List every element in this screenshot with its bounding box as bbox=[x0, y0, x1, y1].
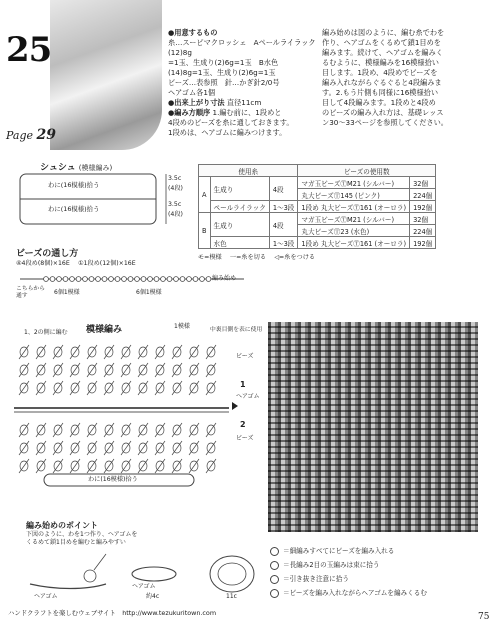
table-cell-count: 32個 bbox=[410, 213, 436, 225]
bead-icon bbox=[161, 277, 166, 282]
page-ref-number: 29 bbox=[36, 127, 57, 143]
table-header-beads: ビーズの使用数 bbox=[298, 165, 436, 177]
start-label2: ヘアゴム bbox=[132, 583, 156, 590]
instruction-line: ン30～33ページを参照してください。 bbox=[322, 118, 448, 127]
table-cell-set: B bbox=[199, 213, 211, 249]
threading-right-label: 6個1模様 bbox=[136, 289, 162, 296]
table-cell-rows: 4段 bbox=[269, 177, 298, 201]
materials-line: =1玉、生成り(2)6g=1玉 B水色 bbox=[168, 58, 279, 67]
table-row bbox=[199, 213, 436, 225]
materials-line: 糸…スーピマクロッシェ Aペールライラック(12)8g bbox=[168, 38, 316, 57]
bead-icon bbox=[115, 277, 120, 282]
start-label3: 約4c bbox=[146, 593, 160, 600]
bead-icon bbox=[187, 277, 192, 282]
steps-line: 1.編む前に、1段めと bbox=[212, 108, 282, 117]
bead-icon bbox=[167, 277, 172, 282]
instruction-line: 編み入れながらぐるぐると4段編みま bbox=[322, 78, 442, 87]
symbol-legend-item: ＝長編み2目の玉編みは束に拾う bbox=[270, 558, 490, 572]
symbol-legend-item: ＝細編みすべてにビーズを編み入れる bbox=[270, 544, 490, 558]
start-label1: ヘアゴム bbox=[34, 593, 58, 600]
pattern-note-top: 1模様 bbox=[174, 323, 190, 330]
footer-url[interactable]: ハンドクラフトを楽しむウェブサイト http://www.tezukuritown.com bbox=[8, 609, 217, 617]
start-line: 下図のように、わを1つ作り、ヘアゴムを bbox=[26, 531, 138, 538]
table-cell-count: 224個 bbox=[410, 225, 436, 237]
bead-icon bbox=[180, 277, 185, 282]
symbol-legend-item: ＝引き抜き注意に拾う bbox=[270, 572, 490, 586]
threading-line1: ④4段め(8個)×16E bbox=[16, 260, 70, 267]
instructions-block bbox=[322, 28, 492, 128]
shushu-label-bottom: わに(16模様)拾う bbox=[48, 205, 100, 213]
instruction-line: す。2.もう片側も同様に16模様拾い bbox=[322, 88, 439, 97]
materials-line: ヘアゴム各1個 bbox=[168, 88, 216, 97]
table-row bbox=[199, 201, 436, 213]
pattern-num2: 2 bbox=[240, 420, 246, 429]
symbol-icon bbox=[270, 547, 279, 556]
bead-icon bbox=[57, 277, 62, 282]
table-cell-yarn: 水色 bbox=[210, 237, 269, 249]
bead-icon bbox=[193, 277, 198, 282]
page-label: Page bbox=[6, 129, 34, 142]
symbol-legend bbox=[270, 544, 490, 600]
steps-line: 1段めは、ヘアゴムに編みつけます。 bbox=[168, 128, 287, 137]
symbol-icon bbox=[270, 589, 279, 598]
table-cell-bead: マガ玉ビーズⓉM21 (シルバー) bbox=[298, 213, 410, 225]
symbol-icon bbox=[270, 561, 279, 570]
table-cell-count: 224個 bbox=[410, 189, 436, 201]
bead-icon bbox=[174, 277, 179, 282]
steps-heading: ●編み方順序 bbox=[168, 108, 211, 117]
pattern-label-bead1: ビーズ bbox=[236, 353, 254, 360]
bead-icon bbox=[102, 277, 107, 282]
instruction-line: るむように、模様編みを16模様拾い bbox=[322, 58, 439, 67]
pattern-bottom-label: わに(16模様)拾う bbox=[88, 476, 138, 483]
instruction-line: のビーズの編み入れ方は、基礎レッス bbox=[322, 108, 444, 117]
crochet-symbol-chart bbox=[14, 342, 266, 492]
threading-title: ビーズの通し方 bbox=[16, 249, 79, 259]
table-cell-rows: 4段 bbox=[269, 213, 298, 237]
threading-counts bbox=[16, 259, 248, 269]
table-cell-yarn: 生成り bbox=[210, 213, 269, 237]
start-title: 編み始めのポイント bbox=[26, 521, 98, 530]
materials-heading: ●用意するもの bbox=[168, 28, 218, 37]
instruction-line: 作り、ヘアゴムをくるめて鎖1目めを bbox=[322, 38, 441, 47]
table-cell-set: A bbox=[199, 177, 211, 213]
shushu-subtitle: (模様編み) bbox=[78, 164, 113, 172]
instruction-line: 編みます。続けて、ヘアゴムを編みく bbox=[322, 48, 443, 57]
shushu-diagram bbox=[18, 160, 193, 226]
shushu-shape bbox=[18, 172, 193, 228]
table-cell-bead: 1段め 丸大ビーズⓉ161 (オーロラ) bbox=[298, 237, 410, 249]
pattern-note-right: 中裏目側を表に使用 bbox=[210, 327, 263, 333]
table-cell-rows: 1～3段 bbox=[269, 201, 298, 213]
bead-icon bbox=[135, 277, 140, 282]
bead-icon bbox=[206, 277, 211, 282]
shushu-title-text: シュシュ bbox=[40, 163, 76, 173]
materials-line: ビーズ…表参照 針…かぎ針2/0号 bbox=[168, 78, 280, 87]
symbol-icon bbox=[270, 575, 279, 584]
threading-end: 編み始め bbox=[212, 275, 237, 282]
bead-icon bbox=[154, 277, 159, 282]
steps-line: 4段めのビーズを糸に通しておきます。 bbox=[168, 118, 294, 127]
bead-icon bbox=[44, 277, 49, 282]
table-cell-bead: 1段め 丸大ビーズⓉ161 (オーロラ) bbox=[298, 201, 410, 213]
table-header-yarn: 使用糸 bbox=[199, 165, 298, 177]
bead-icon bbox=[122, 277, 127, 282]
start-line: くるめて鎖1目めを編むと編みやすい bbox=[26, 539, 126, 546]
instruction-line: 目します。1段め、4段めでビーズを bbox=[322, 68, 438, 77]
table-cell-count: 192個 bbox=[410, 201, 436, 213]
table-cell-count: 192個 bbox=[410, 237, 436, 249]
bead-icon bbox=[63, 277, 68, 282]
pattern-label-bead4: ビーズ bbox=[236, 435, 254, 442]
product-photo-scrunchie bbox=[50, 0, 162, 150]
table-cell-yarn: ペールライラック bbox=[210, 201, 269, 213]
legend-item: モ=模様 bbox=[198, 254, 222, 261]
bead-icon bbox=[96, 277, 101, 282]
bead-usage-table bbox=[198, 164, 436, 249]
swatch-photo bbox=[268, 322, 478, 532]
shushu-dim2: 3.5c (4段) bbox=[168, 201, 183, 218]
table-cell-bead: マガ玉ビーズⓉM21 (シルバー) bbox=[298, 177, 410, 189]
bead-icon bbox=[70, 277, 75, 282]
threading-line2: ①1段め(12個)×16E bbox=[77, 260, 136, 267]
size-value: 直径11cm bbox=[226, 98, 262, 107]
table-cell-count: 32個 bbox=[410, 177, 436, 189]
legend-item: 一=糸を切る bbox=[229, 254, 267, 261]
project-number: 25 bbox=[6, 30, 52, 70]
pattern-arrow-label: へアゴム bbox=[236, 393, 260, 400]
page-number: 75 bbox=[478, 612, 490, 622]
bead-icon bbox=[89, 277, 94, 282]
bead-icon bbox=[200, 277, 205, 282]
start-point-section bbox=[26, 520, 266, 604]
shushu-dim1: 3.5c (4段) bbox=[168, 175, 183, 192]
table-row bbox=[199, 177, 436, 189]
instruction-line: 編み始めは図のように、編む糸でわを bbox=[322, 28, 445, 37]
materials-block bbox=[168, 28, 318, 138]
table-cell-rows: 1～3段 bbox=[269, 237, 298, 249]
bead-icon bbox=[148, 277, 153, 282]
table-cell-bead: 丸大ビーズⓉ23 (水色) bbox=[298, 225, 410, 237]
materials-line: (14)8g=1玉、生成り(2)6g=1玉 bbox=[168, 68, 276, 77]
pattern-note-left: 1、2の側に編む bbox=[24, 329, 68, 336]
symbol-legend-item: ＝ビーズを編み入れながらヘアゴムを編みくるむ bbox=[270, 586, 490, 600]
bead-icon bbox=[109, 277, 114, 282]
page-reference bbox=[6, 127, 56, 143]
pattern-chart bbox=[14, 320, 266, 510]
instruction-line: 目して4段編みます。1段めと4段め bbox=[322, 98, 436, 107]
table-cell-yarn: 生成り bbox=[210, 177, 269, 201]
legend-item: ◁=糸をつける bbox=[274, 254, 316, 261]
threading-left-label: 6個1模様 bbox=[54, 289, 80, 296]
threading-start: こちらから通す bbox=[16, 286, 45, 299]
bead-icon bbox=[83, 277, 88, 282]
shushu-label-top: わに(16模様)拾う bbox=[48, 181, 100, 189]
bead-icon bbox=[141, 277, 146, 282]
start-label4: 11c bbox=[226, 593, 237, 600]
pattern-num1: 1 bbox=[240, 380, 246, 389]
bead-threading-diagram bbox=[16, 246, 248, 306]
bead-icon bbox=[76, 277, 81, 282]
bead-icon bbox=[50, 277, 55, 282]
bead-icon bbox=[128, 277, 133, 282]
table-cell-bead: 丸大ビーズⓉ145 (ピンク) bbox=[298, 189, 410, 201]
pattern-title: 模様編み bbox=[86, 325, 123, 335]
size-heading: ●出来上がり寸法 bbox=[168, 98, 225, 107]
